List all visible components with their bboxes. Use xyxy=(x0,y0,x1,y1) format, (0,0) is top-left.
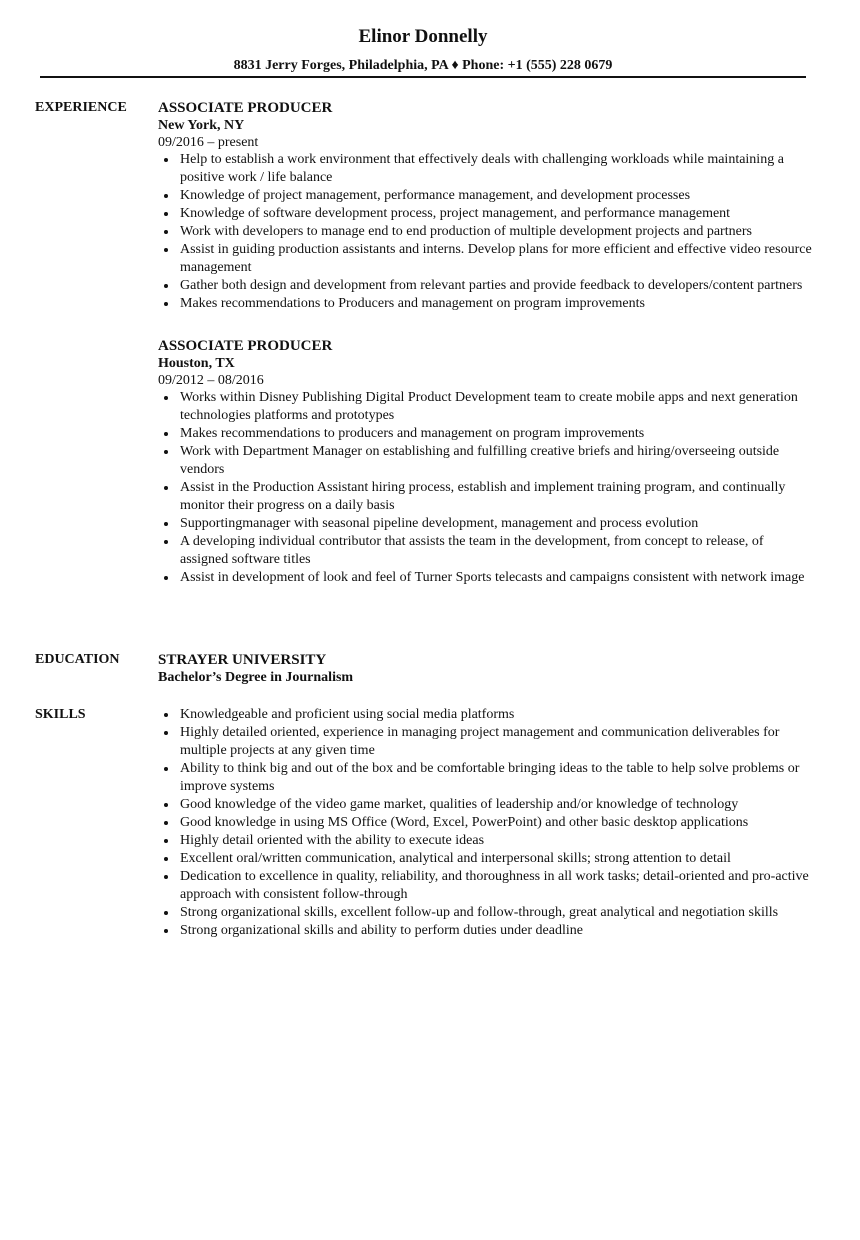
job-bullet: Assist in the Production Assistant hiring process, establish and implement training program, and continually monitor their progress on a daily basis xyxy=(158,479,813,515)
job-bullet: Knowledge of project management, performance management, and development processes xyxy=(158,187,813,205)
experience-body xyxy=(158,99,813,603)
degree-name: Bachelor’s Degree in Journalism xyxy=(158,670,354,685)
job-bullet: Makes recommendations to producers and management on program improvements xyxy=(158,425,813,443)
skill-item: Good knowledge in using MS Office (Word, Excel, PowerPoint) and other basic desktop applications xyxy=(158,814,813,832)
skill-item: Strong organizational skills and ability to perform duties under deadline xyxy=(158,922,813,940)
job-bullet: A developing individual contributor that assists the team in the development, from concept to release, of assigned software titles xyxy=(158,533,813,569)
education-body xyxy=(158,651,813,687)
job-bullet: Assist in development of look and feel of Turner Sports telecasts and campaigns consistent with network image xyxy=(158,569,813,587)
skill-item: Knowledgeable and proficient using social media platforms xyxy=(158,706,813,724)
job-title: ASSOCIATE PRODUCER xyxy=(158,338,333,354)
job-dates: 09/2012 – 08/2016 xyxy=(158,373,264,388)
contact-line: 8831 Jerry Forges, Philadelphia, PA ♦ Phone: +1 (555) 228 0679 xyxy=(233,58,613,73)
job-bullet: Assist in guiding production assistants and interns. Develop plans for more efficient and effective video resource management xyxy=(158,241,813,277)
job-bullets xyxy=(158,389,813,587)
job-dates: 09/2016 – present xyxy=(158,135,259,150)
skill-item: Highly detail oriented with the ability to execute ideas xyxy=(158,832,813,850)
skill-item: Excellent oral/written communication, analytical and interpersonal skills; strong attention to detail xyxy=(158,850,813,868)
header-divider xyxy=(40,76,806,78)
candidate-name: Elinor Donnelly xyxy=(358,26,488,47)
skill-item: Good knowledge of the video game market, qualities of leadership and/or knowledge of technology xyxy=(158,796,813,814)
job-location: Houston, TX xyxy=(158,356,235,371)
job-bullet: Knowledge of software development process, project management, and performance management xyxy=(158,205,813,223)
education-heading: EDUCATION xyxy=(35,652,120,667)
job-bullet: Work with developers to manage end to end production of multiple development projects and partners xyxy=(158,223,813,241)
job-bullet: Gather both design and development from relevant parties and provide feedback to developers/content partners xyxy=(158,277,813,295)
job-bullet: Help to establish a work environment that effectively deals with challenging workloads while maintaining a positive work / life balance xyxy=(158,151,813,187)
skill-item: Highly detailed oriented, experience in managing project management and communication deliverables for multiple projects at any given time xyxy=(158,724,813,760)
job-entry xyxy=(158,337,813,587)
skills-body xyxy=(158,706,813,940)
job-bullet: Supportingmanager with seasonal pipeline development, management and process evolution xyxy=(158,515,813,533)
job-entry xyxy=(158,99,813,313)
job-bullet: Makes recommendations to Producers and management on program improvements xyxy=(158,295,813,313)
skills-heading: SKILLS xyxy=(35,707,86,722)
skill-item: Strong organizational skills, excellent follow-up and follow-through, great analytical and negotiation skills xyxy=(158,904,813,922)
job-location: New York, NY xyxy=(158,118,245,133)
resume-header xyxy=(0,26,846,74)
job-bullet: Works within Disney Publishing Digital Product Development team to create mobile apps and next generation technologies platforms and prototypes xyxy=(158,389,813,425)
skill-item: Ability to think big and out of the box and be comfortable bringing ideas to the table to help solve problems or improve systems xyxy=(158,760,813,796)
experience-heading: EXPERIENCE xyxy=(35,100,127,115)
job-bullet: Work with Department Manager on establishing and fulfilling creative briefs and hiring/overseeing outside vendors xyxy=(158,443,813,479)
skill-item: Dedication to excellence in quality, reliability, and thoroughness in all work tasks; detail-oriented and pro-active approach with consistent follow-through xyxy=(158,868,813,904)
job-title: ASSOCIATE PRODUCER xyxy=(158,100,333,116)
school-name: STRAYER UNIVERSITY xyxy=(158,652,327,668)
skills-list xyxy=(158,706,813,940)
job-bullets xyxy=(158,151,813,313)
